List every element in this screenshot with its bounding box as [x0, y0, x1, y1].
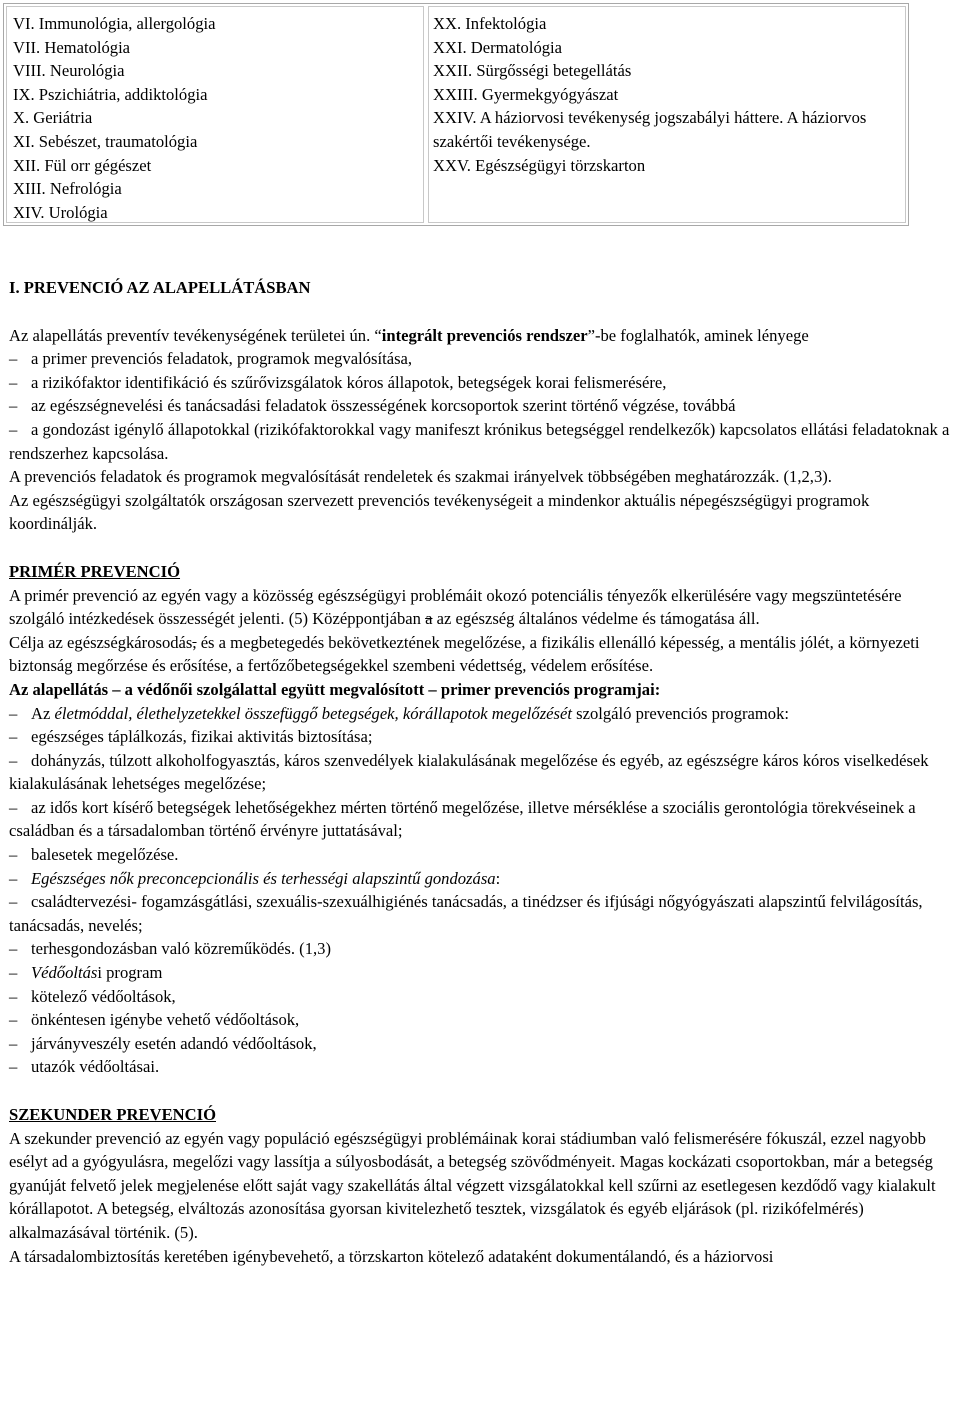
dash-bullet: –: [9, 892, 18, 912]
dash-bullet: –: [9, 396, 18, 416]
dash-bullet: –: [9, 868, 18, 888]
toc-item: XXI. Dermatológia: [433, 37, 563, 57]
section-heading: I. PREVENCIÓ AZ ALAPELLÁTÁSBAN: [9, 278, 311, 297]
dash-bullet: –: [9, 1033, 18, 1053]
dash-bullet: –: [9, 349, 18, 369]
list-item: – önkéntesen igénybe vehető védőoltások,: [9, 1008, 960, 1032]
toc-item: XIV. Urológia: [13, 202, 108, 222]
toc-item: VII. Hematológia: [13, 37, 131, 57]
list-item: – a rizikófaktor identifikáció és szűrővizsgálatok kóros állapotok, betegségek korai felismerésére,: [9, 371, 960, 395]
toc-item: VI. Immunológia, allergológia: [13, 14, 216, 33]
list-item: – egészséges táplálkozás, fizikai aktivitás biztosítása;: [9, 725, 960, 749]
list-item: – az egészségnevelési és tanácsadási feladatok összességének korcsoportok szerint történő végzése, továbbá: [9, 394, 960, 418]
intro-paragraph: Az alapellátás preventív tevékenységének területei ún. “integrált prevenciós rendszer”-be foglalhatók, aminek lényege: [9, 325, 809, 345]
dash-bullet: –: [9, 986, 18, 1006]
list-item: – Védőoltási program: [9, 961, 960, 985]
list-item: – balesetek megelőzése.: [9, 843, 960, 867]
dash-bullet: –: [9, 1057, 18, 1077]
dash-bullet: –: [9, 703, 18, 723]
dash-bullet: –: [9, 372, 18, 392]
list-item: – járványveszély esetén adandó védőoltások,: [9, 1032, 960, 1056]
dash-bullet: –: [9, 727, 18, 747]
section-heading: SZEKUNDER PREVENCIÓ: [9, 1105, 216, 1124]
dash-bullet: –: [9, 750, 18, 770]
list-item: – terhesgondozásban való közreműködés. (1,3): [9, 937, 960, 961]
list-item: – az idős kort kísérő betegségek lehetőségekhez mérten történő megelőzése, illetve mérséklése a szociális gerontológia törekvéseinek a családban és a társadalomban történő érvényre juttatásával;: [9, 797, 916, 841]
dash-bullet: –: [9, 797, 18, 817]
list-item: – a gondozást igénylő állapotokkal (rizikófaktorokkal vagy manifeszt krónikus betegséggel rendelkezők) kapcsolatos ellátási feladatoknak a rendszerhez kapcsolása.: [9, 419, 950, 463]
toc-item: XXV. Egészségügyi törzskarton: [433, 155, 646, 175]
toc-left-column: [6, 6, 424, 223]
toc-item: XX. Infektológia: [433, 14, 547, 33]
struck-text: a: [425, 609, 433, 629]
table-of-contents: [3, 3, 909, 226]
paragraph: A társadalombiztosítás keretében igénybevehető, a törzskarton kötelező adataként dokumentálandó, és a háziorvosi: [9, 1246, 774, 1266]
toc-item: XXII. Sürgősségi betegellátás: [433, 61, 632, 81]
list-item: – Egészséges nők preconcepcionális és terhességi alapszintű gondozása:: [9, 867, 960, 891]
intro-text-end: -be foglalhatók, aminek lényege: [594, 325, 809, 345]
list-item: – Az életmóddal, élethelyzetekkel összefüggő betegségek, kórállapotok megelőzését szolgáló prevenciós programok:: [9, 702, 960, 726]
toc-item: XXIV. A háziorvosi tevékenység jogszabályi háttere. A háziorvos szakértői tevékenysége.: [433, 108, 867, 151]
section-heading: PRIMÉR PREVENCIÓ: [9, 561, 181, 581]
struck-text: ,: [192, 632, 197, 652]
toc-item: XIII. Nefrológia: [13, 179, 122, 199]
paragraph: A prevenciós feladatok és programok megvalósítását rendeletek és szakmai irányelvek többségében meghatározzák. (1,2,3).: [9, 467, 832, 487]
toc-item: X. Geriátria: [13, 108, 93, 128]
dash-bullet: –: [9, 845, 18, 865]
paragraph: Az egészségügyi szolgáltatók országosan szervezett prevenciós tevékenységeit a mindenkor aktuális népegészségügyi programok koordinálják.: [9, 490, 870, 534]
dash-bullet: –: [9, 939, 18, 959]
toc-item: XXIII. Gyermekgyógyászat: [433, 84, 619, 104]
list-item: – családtervezési- fogamzásgátlási, szexuális-szexuálhigiénés tanácsadás, a tinédzser és ifjúsági nőgyógyászati alapszintű felvilágosítás, tanácsadás, nevelés;: [9, 892, 923, 935]
list-item: – kötelező védőoltások,: [9, 985, 960, 1009]
document-body: [9, 276, 960, 1268]
toc-item: IX. Pszichiátria, addiktológia: [13, 84, 208, 104]
dash-bullet: –: [9, 1010, 18, 1030]
list-item: – dohányzás, túlzott alkoholfogyasztás, káros szenvedélyek kialakulásának megelőzése és egyéb, az egészségre káros kóros viselkedések kialakulásának lehetséges megelőzése;: [9, 750, 929, 794]
toc-item: XII. Fül orr gégészet: [13, 155, 152, 175]
list-item: – a primer prevenciós feladatok, programok megvalósítása,: [9, 347, 960, 371]
dash-bullet: –: [9, 419, 18, 439]
dash-bullet: –: [9, 963, 18, 983]
toc-item: XI. Sebészet, traumatológia: [13, 131, 198, 151]
paragraph: A primér prevenció az egyén vagy a közösség egészségügyi problémáit okozó potenciális tényezők elkerülésére vagy megszüntetésére szolgáló intézkedések összességét jelenti. (5) Középpontjában a az egészség általános védelme és támogatása áll.: [9, 585, 902, 629]
paragraph: A szekunder prevenció az egyén vagy populáció egészségügyi problémáinak korai stádiumban való felismerésére fókuszál, ezzel nagyobb esélyt ad a gyógyulásra, megelőzi vagy lassítja a súlyosbodását, a betegség szövődményeit. Magas kockázati csoportokban, már a betegség gyanúját felvető jelek megjelenése előtt saját vagy szakellátás által végzett vizsgálatokkal kell szűrni az esetlegesen kezdődő vagy kialakult kórállapotot. A betegség, elváltozás azonosítása gyorsan kivitelezhető tesztek, vizsgálatok és egyéb eljárások (pl. rizikófelmérés) alkalmazásával történik. (5).: [9, 1128, 936, 1242]
list-item: – utazók védőoltásai.: [9, 1055, 960, 1079]
intro-text: Az alapellátás preventív tevékenységének területei ún.: [9, 325, 371, 345]
intro-bold-term: integrált prevenciós rendszer: [381, 325, 588, 345]
paragraph: Célja az egészségkárosodás, és a megbetegedés bekövetkeztének megelőzése, a fizikális ellenálló képesség, a mentális jólét, a környezeti biztonság megőrzése és erősítése, a fertőzőbetegségekkel szembeni védettség, védelem erősítése.: [9, 632, 920, 676]
bold-lead-line: Az alapellátás – a védőnői szolgálattal együtt megvalósított – primer prevenciós programjai:: [9, 679, 661, 699]
toc-right-column: [428, 6, 906, 223]
toc-item: VIII. Neurológia: [13, 61, 125, 81]
